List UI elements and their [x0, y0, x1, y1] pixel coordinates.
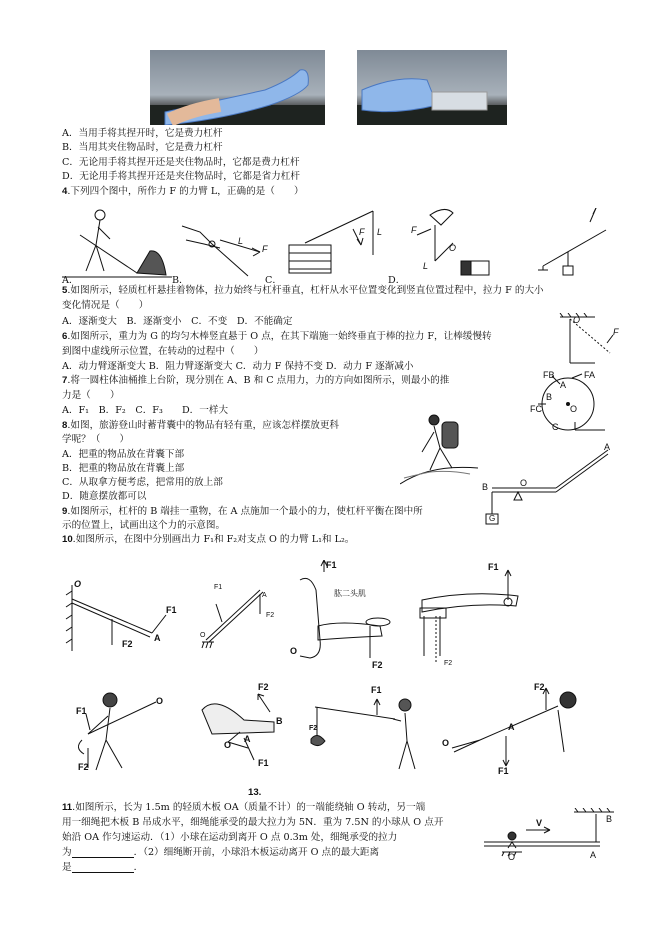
q7-figure: FB FA A B FC O C: [530, 370, 596, 432]
q11-stem-2: 用一细绳把木板 B 吊成水平，细绳能承受的最大拉力为 5N．重为 7.5N 的小球从 O 点开: [62, 817, 444, 828]
q8-option-b: B．把重的物品放在背囊上部: [62, 463, 185, 474]
q6-figure: O F: [555, 313, 625, 368]
clip-photo-2: [357, 50, 507, 125]
q5-stem-2: 变化情况是（ ）: [62, 300, 149, 311]
q10-stem: 10.如图所示，在图中分别画出力 F₁和 F₂对支点 O 的力臂 L₁和 L₂。: [62, 534, 355, 545]
q9-stem-1: 9.如图所示，杠杆的 B 端挂一重物，在 A 点施加一个最小的力，使杠杆平衡在图中所: [62, 506, 423, 517]
q3-option-d: D．无论用手将其捏开还是夹住物品时，它都是省力杠杆: [62, 171, 300, 182]
q6-stem-1: 6.如图所示，重力为 G 的均匀木棒竖直悬于 O 点，在其下端施一始终垂直于棒的拉力 F，让棒缓慢转: [62, 331, 492, 342]
q7-stem-1: 7.将一圆柱体油桶推上台阶，现分别在 A、B 和 C 点用力，力的方向如图所示，则最小的推: [62, 375, 450, 386]
q9-stem-2: 示的位置上，试画出这个力的示意图。: [62, 520, 226, 531]
q11-answer-blank-2[interactable]: [72, 863, 134, 873]
q4-label-a: A．: [62, 275, 79, 286]
q10-figure-pushup: F2 A O F1: [440, 680, 590, 780]
figure-caption: 13.: [248, 787, 262, 798]
q10-figure-pedal: F2 B O A F1: [188, 680, 300, 775]
q8-figure: [400, 408, 478, 486]
q11-stem-5: 是 ．: [62, 862, 144, 873]
q8-stem-2: 学呢？（ ）: [62, 434, 130, 445]
q4-figure-a: [62, 205, 172, 283]
q5-stem-1: 5.如图所示，轻质杠杆悬挂着物体，拉力始终与杠杆垂直，杠杆从水平位置变化到竖直位置过程中，拉力 F 的大小: [62, 285, 544, 296]
q4-figure-c: F L: [285, 205, 385, 277]
q11-stem-3: 始沿 OA 作匀速运动．（1）小球在运动到离开 O 点 0.3m 处，细绳承受的拉力: [62, 832, 398, 843]
clip-photo-1: [150, 50, 325, 125]
q4-label-d: D．: [388, 275, 406, 286]
q8-option-c: C．从取拿方便考虑，把常用的放上部: [62, 477, 223, 488]
q11-answer-blank-1[interactable]: [72, 848, 134, 858]
q8-option-a: A．把重的物品放在背囊下部: [62, 449, 185, 460]
q10-figure-fishing: F1 F2: [305, 685, 435, 775]
q3-option-c: C．无论用手将其捏开还是夹住物品时，它都是费力杠杆: [62, 157, 300, 168]
q4-figure-b: L F: [180, 218, 270, 280]
q11-stem-4: 为 ．（2）细绳断开前，小球沿木板运动离开 O 点的最大距离: [62, 847, 380, 858]
q4-label-c: C．: [265, 275, 282, 286]
q9-figure: B O A G: [482, 442, 611, 523]
q7-options: A．F₁ B．F₂ C．F₃ D．一样大: [62, 405, 229, 416]
q10-figure-1: O A F1 F2: [62, 575, 172, 655]
q10-figure-arm: F1 肱二头肌 O F2: [290, 560, 405, 680]
q10-figure-crank: F1 F2: [410, 560, 525, 680]
q11-stem-1: 11.如图所示，长为 1.5m 的轻质木板 OA（质量不计）的一端能绕轴 O 转动，另一端: [62, 802, 426, 813]
q11-figure: V B O A: [478, 808, 618, 870]
q3-option-b: B．当用其夹住物品时，它是费力杠杆: [62, 142, 223, 153]
q8-option-d: D．随意摆放都可以: [62, 491, 147, 502]
q3-option-a: A．当用手将其捏开时，它是费力杠杆: [62, 128, 223, 139]
q8-stem-1: 8.如图，旅游登山时蓄背囊中的物品有轻有重，应该怎样摆放更科: [62, 420, 340, 431]
q5-options: A．逐渐变大 B．逐渐变小 C．不变 D．不能确定: [62, 316, 293, 327]
q4-label-b: B．: [172, 275, 189, 286]
q5-figure: [538, 208, 618, 278]
q6-options: A．动力臂逐渐变大 B．阻力臂逐渐变大 C．动力 F 保持不变 D．动力 F 逐渐减小: [62, 361, 414, 372]
q6-stem-2: 到图中虚线所示位置，在转动的过程中（ ）: [62, 346, 264, 357]
q4-stem: 4.下列四个图中，所作力 F 的力臂 L，正确的是（ ）: [62, 186, 304, 197]
q10-figure-soldier: F1 O F2: [66, 688, 178, 778]
q7-stem-2: 力是（ ）: [62, 390, 120, 401]
q10-figure-2: F1 A F2 O: [200, 578, 285, 653]
q4-figure-d: F O L: [405, 205, 495, 280]
